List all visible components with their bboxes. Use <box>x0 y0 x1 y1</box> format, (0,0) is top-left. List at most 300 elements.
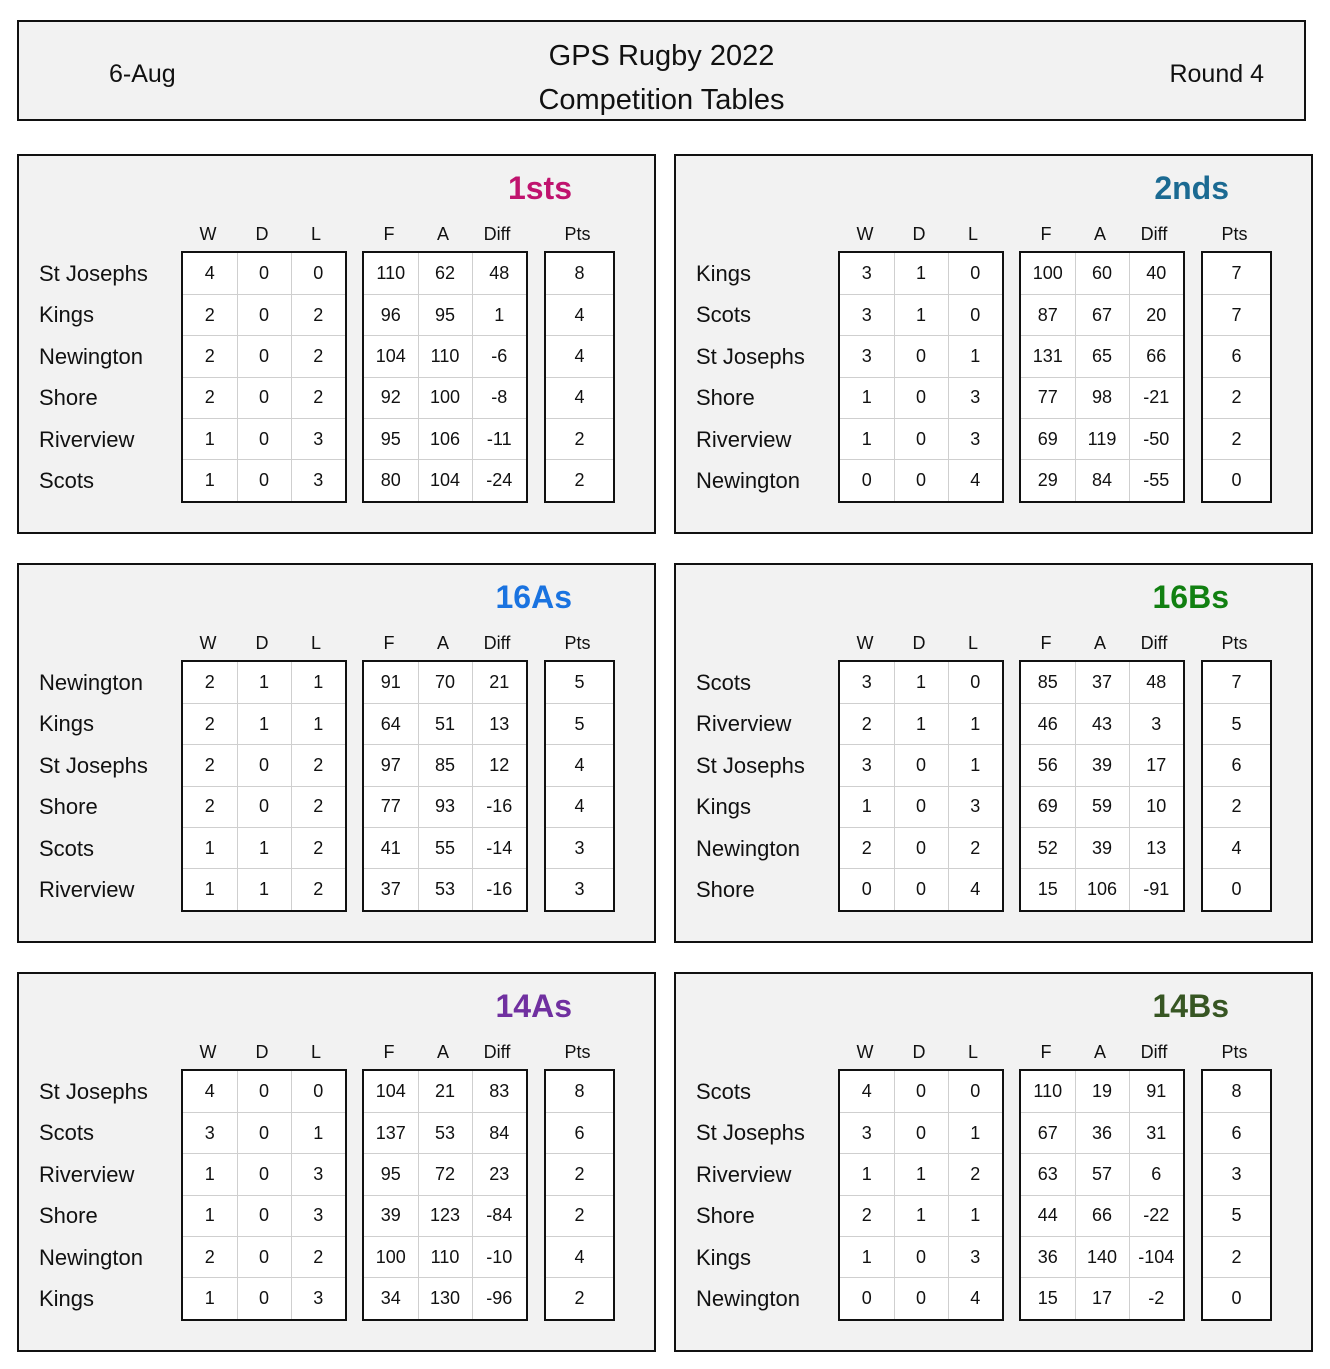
column-header-a: A <box>1093 633 1106 653</box>
cell-l: 1 <box>948 1195 1002 1236</box>
cell-diff: -16 <box>472 869 526 910</box>
cell-a: 130 <box>418 1278 472 1319</box>
table-row <box>364 294 526 335</box>
cell-l: 0 <box>948 1071 1002 1112</box>
cell-l: 1 <box>291 1112 345 1153</box>
cell-a: 70 <box>418 662 472 703</box>
table-row <box>840 294 1002 335</box>
table-row <box>840 460 1002 501</box>
table-row <box>546 419 613 460</box>
for-against-table <box>1019 1069 1185 1321</box>
cell-a: 98 <box>1075 377 1129 418</box>
cell-w: 1 <box>183 460 237 501</box>
cell-pts: 5 <box>546 662 613 703</box>
cell-diff: 17 <box>1129 745 1183 786</box>
table-row <box>1021 745 1183 786</box>
cell-a: 19 <box>1075 1071 1129 1112</box>
cell-l: 2 <box>291 294 345 335</box>
cell-w: 2 <box>183 745 237 786</box>
cell-pts: 4 <box>1203 828 1270 869</box>
cell-w: 3 <box>840 294 894 335</box>
cell-a: 59 <box>1075 786 1129 827</box>
cell-pts: 2 <box>546 460 613 501</box>
cell-diff: -84 <box>472 1195 526 1236</box>
cell-f: 69 <box>1021 419 1075 460</box>
table-row <box>364 460 526 501</box>
cell-pts: 7 <box>1203 662 1270 703</box>
cell-f: 97 <box>364 745 418 786</box>
column-header-d: D <box>912 224 926 244</box>
table-row <box>364 1071 526 1112</box>
cell-d: 1 <box>237 869 291 910</box>
cell-f: 104 <box>364 1071 418 1112</box>
team-name: Newington <box>696 1286 800 1311</box>
cell-w: 3 <box>840 662 894 703</box>
cell-f: 110 <box>364 253 418 294</box>
table-row <box>546 1112 613 1153</box>
table-row <box>840 336 1002 377</box>
column-header-f: F <box>1040 633 1052 653</box>
column-header-d: D <box>912 1042 926 1062</box>
table-row <box>1021 703 1183 744</box>
column-header-diff: Diff <box>1140 1042 1168 1062</box>
table-row <box>1021 662 1183 703</box>
cell-f: 87 <box>1021 294 1075 335</box>
cell-a: 72 <box>418 1154 472 1195</box>
cell-pts: 6 <box>1203 336 1270 377</box>
table-row <box>1203 253 1270 294</box>
column-header-pts: Pts <box>1221 1042 1248 1062</box>
cell-f: 15 <box>1021 869 1075 910</box>
cell-a: 93 <box>418 786 472 827</box>
cell-diff: 6 <box>1129 1154 1183 1195</box>
cell-pts: 5 <box>1203 703 1270 744</box>
cell-a: 17 <box>1075 1278 1129 1319</box>
table-row <box>1203 662 1270 703</box>
cell-f: 96 <box>364 294 418 335</box>
wdl-table <box>181 251 347 503</box>
table-row <box>1203 1237 1270 1278</box>
table-row <box>183 419 345 460</box>
cell-d: 1 <box>237 828 291 869</box>
cell-diff: -8 <box>472 377 526 418</box>
cell-f: 95 <box>364 419 418 460</box>
cell-diff: -91 <box>1129 869 1183 910</box>
cell-d: 0 <box>237 1071 291 1112</box>
cell-w: 2 <box>183 336 237 377</box>
cell-pts: 4 <box>546 377 613 418</box>
table-row <box>840 703 1002 744</box>
cell-f: 100 <box>1021 253 1075 294</box>
column-header-w: W <box>199 224 217 244</box>
table-row <box>546 336 613 377</box>
cell-f: 34 <box>364 1278 418 1319</box>
column-header-diff: Diff <box>483 633 511 653</box>
cell-diff: 48 <box>1129 662 1183 703</box>
team-name: Riverview <box>696 711 792 737</box>
team-name: Shore <box>39 385 98 411</box>
column-header-d: D <box>255 1042 269 1062</box>
cell-f: 91 <box>364 662 418 703</box>
cell-d: 1 <box>237 703 291 744</box>
cell-f: 15 <box>1021 1278 1075 1319</box>
cell-a: 110 <box>418 336 472 377</box>
cell-w: 2 <box>183 703 237 744</box>
table-row <box>546 828 613 869</box>
points-table <box>544 251 615 503</box>
table-row <box>1203 1112 1270 1153</box>
cell-w: 1 <box>840 786 894 827</box>
column-header-a: A <box>1093 224 1106 244</box>
table-row <box>364 745 526 786</box>
table-row <box>546 1071 613 1112</box>
cell-l: 2 <box>291 869 345 910</box>
table-row <box>183 377 345 418</box>
column-header-f: F <box>383 224 395 244</box>
team-name: Newington <box>696 835 800 861</box>
cell-d: 0 <box>237 1195 291 1236</box>
cell-a: 39 <box>1075 745 1129 786</box>
table-row <box>364 828 526 869</box>
table-row <box>364 1278 526 1319</box>
cell-a: 43 <box>1075 703 1129 744</box>
table-row <box>364 1154 526 1195</box>
cell-diff: -2 <box>1129 1278 1183 1319</box>
cell-diff: 13 <box>472 703 526 744</box>
table-row <box>1021 1071 1183 1112</box>
cell-f: 85 <box>1021 662 1075 703</box>
table-row <box>546 869 613 910</box>
table-row <box>364 786 526 827</box>
table-row <box>183 1071 345 1112</box>
team-name: Kings <box>696 1244 752 1270</box>
cell-l: 0 <box>291 1071 345 1112</box>
cell-diff: -24 <box>472 460 526 501</box>
cell-pts: 7 <box>1203 253 1270 294</box>
cell-pts: 4 <box>546 786 613 827</box>
team-name: Shore <box>39 1203 98 1229</box>
team-name: Shore <box>696 385 755 411</box>
column-header-w: W <box>856 224 874 244</box>
cell-diff: -50 <box>1129 419 1183 460</box>
page-title <box>19 34 1304 122</box>
competition-title: 16Bs <box>1152 579 1229 615</box>
table-row <box>364 662 526 703</box>
cell-pts: 0 <box>1203 869 1270 910</box>
cell-pts: 2 <box>1203 786 1270 827</box>
cell-pts: 3 <box>1203 1154 1270 1195</box>
cell-f: 44 <box>1021 1195 1075 1236</box>
cell-diff: -10 <box>472 1237 526 1278</box>
cell-diff: -22 <box>1129 1195 1183 1236</box>
cell-diff: 21 <box>472 662 526 703</box>
cell-w: 2 <box>183 786 237 827</box>
cell-d: 0 <box>894 745 948 786</box>
cell-f: 92 <box>364 377 418 418</box>
team-name: Scots <box>696 1079 752 1104</box>
cell-a: 51 <box>418 703 472 744</box>
table-row <box>183 1278 345 1319</box>
round-label: Round 4 <box>1169 60 1264 88</box>
cell-f: 104 <box>364 336 418 377</box>
cell-f: 95 <box>364 1154 418 1195</box>
cell-a: 85 <box>418 745 472 786</box>
cell-l: 1 <box>291 703 345 744</box>
team-name: Kings <box>39 711 95 737</box>
table-row <box>546 703 613 744</box>
points-table <box>1201 251 1272 503</box>
cell-d: 0 <box>237 1154 291 1195</box>
cell-pts: 2 <box>1203 1237 1270 1278</box>
column-header-diff: Diff <box>1140 633 1168 653</box>
table-row <box>364 1112 526 1153</box>
cell-d: 0 <box>237 460 291 501</box>
table-row <box>1203 294 1270 335</box>
cell-d: 1 <box>894 1195 948 1236</box>
table-row <box>364 253 526 294</box>
cell-l: 3 <box>291 460 345 501</box>
cell-l: 1 <box>948 336 1002 377</box>
cell-diff: 40 <box>1129 253 1183 294</box>
column-header-a: A <box>436 633 449 653</box>
cell-d: 0 <box>894 1237 948 1278</box>
cell-d: 0 <box>894 377 948 418</box>
column-header-l: L <box>310 1042 321 1062</box>
team-name: St Josephs <box>39 261 148 286</box>
cell-w: 0 <box>840 1278 894 1319</box>
table-row <box>546 1195 613 1236</box>
cell-diff: 84 <box>472 1112 526 1153</box>
table-row <box>1203 419 1270 460</box>
header-banner <box>17 20 1306 121</box>
cell-f: 29 <box>1021 460 1075 501</box>
cell-f: 77 <box>1021 377 1075 418</box>
column-header-pts: Pts <box>1221 224 1248 244</box>
cell-w: 1 <box>840 377 894 418</box>
table-row <box>546 1154 613 1195</box>
cell-w: 2 <box>840 1195 894 1236</box>
cell-a: 106 <box>418 419 472 460</box>
table-row <box>840 1278 1002 1319</box>
cell-f: 41 <box>364 828 418 869</box>
column-header-f: F <box>383 1042 395 1062</box>
cell-l: 3 <box>291 1154 345 1195</box>
table-row <box>364 1237 526 1278</box>
table-row <box>364 336 526 377</box>
cell-l: 3 <box>948 1237 1002 1278</box>
title-line-2: Competition Tables <box>538 84 785 116</box>
table-row <box>1203 1154 1270 1195</box>
cell-diff: 20 <box>1129 294 1183 335</box>
cell-f: 69 <box>1021 786 1075 827</box>
table-panel-4 <box>17 972 656 1352</box>
cell-w: 2 <box>840 703 894 744</box>
cell-a: 65 <box>1075 336 1129 377</box>
cell-w: 4 <box>183 253 237 294</box>
cell-w: 3 <box>840 745 894 786</box>
cell-diff: 10 <box>1129 786 1183 827</box>
table-row <box>1203 786 1270 827</box>
cell-d: 0 <box>237 253 291 294</box>
cell-w: 3 <box>840 253 894 294</box>
cell-pts: 8 <box>546 1071 613 1112</box>
wdl-table <box>838 660 1004 912</box>
cell-pts: 6 <box>1203 1112 1270 1153</box>
cell-diff: -55 <box>1129 460 1183 501</box>
cell-f: 110 <box>1021 1071 1075 1112</box>
column-header-a: A <box>1093 1042 1106 1062</box>
cell-diff: 23 <box>472 1154 526 1195</box>
cell-pts: 2 <box>546 1154 613 1195</box>
table-row <box>183 460 345 501</box>
cell-pts: 6 <box>546 1112 613 1153</box>
table-row <box>1203 1195 1270 1236</box>
table-row <box>1021 253 1183 294</box>
team-name: Scots <box>696 302 752 328</box>
table-row <box>183 828 345 869</box>
cell-d: 1 <box>894 662 948 703</box>
cell-w: 2 <box>183 294 237 335</box>
cell-l: 4 <box>948 1278 1002 1319</box>
cell-d: 0 <box>237 336 291 377</box>
cell-l: 2 <box>291 786 345 827</box>
team-name: St Josephs <box>696 752 805 778</box>
table-row <box>546 460 613 501</box>
cell-w: 1 <box>840 1237 894 1278</box>
wdl-table <box>838 251 1004 503</box>
cell-l: 1 <box>948 1112 1002 1153</box>
cell-a: 60 <box>1075 253 1129 294</box>
cell-l: 3 <box>291 419 345 460</box>
table-row <box>1021 1154 1183 1195</box>
team-name: Shore <box>39 794 98 820</box>
cell-a: 67 <box>1075 294 1129 335</box>
cell-w: 2 <box>183 662 237 703</box>
cell-pts: 5 <box>1203 1195 1270 1236</box>
table-row <box>364 869 526 910</box>
cell-f: 56 <box>1021 745 1075 786</box>
cell-diff: 83 <box>472 1071 526 1112</box>
column-header-diff: Diff <box>483 224 511 244</box>
table-row <box>364 419 526 460</box>
table-row <box>840 786 1002 827</box>
competition-title: 16As <box>495 579 572 615</box>
column-header-l: L <box>967 224 978 244</box>
table-row <box>364 377 526 418</box>
cell-d: 1 <box>237 662 291 703</box>
cell-l: 3 <box>291 1195 345 1236</box>
column-header-w: W <box>199 1042 217 1062</box>
cell-l: 4 <box>948 460 1002 501</box>
wdl-table <box>838 1069 1004 1321</box>
cell-l: 2 <box>291 336 345 377</box>
table-panel-0 <box>17 154 656 534</box>
table-row <box>546 253 613 294</box>
for-against-table <box>362 660 528 912</box>
for-against-table <box>362 251 528 503</box>
column-header-pts: Pts <box>564 633 591 653</box>
table-row <box>546 1278 613 1319</box>
cell-pts: 7 <box>1203 294 1270 335</box>
cell-d: 0 <box>894 1278 948 1319</box>
table-panel-3 <box>674 563 1313 943</box>
team-name: Kings <box>39 302 95 328</box>
table-row <box>840 1112 1002 1153</box>
table-row <box>1021 869 1183 910</box>
team-name: St Josephs <box>39 752 148 778</box>
cell-a: 104 <box>418 460 472 501</box>
cell-f: 77 <box>364 786 418 827</box>
cell-l: 2 <box>291 745 345 786</box>
cell-w: 0 <box>840 869 894 910</box>
cell-pts: 6 <box>1203 745 1270 786</box>
for-against-table <box>362 1069 528 1321</box>
cell-f: 100 <box>364 1237 418 1278</box>
table-row <box>1021 1112 1183 1153</box>
team-name: Kings <box>39 1286 95 1311</box>
team-name: Riverview <box>39 877 135 902</box>
table-row <box>546 662 613 703</box>
table-row <box>546 786 613 827</box>
table-row <box>840 1237 1002 1278</box>
team-name: Newington <box>39 1244 143 1270</box>
table-row <box>183 1237 345 1278</box>
table-row <box>840 253 1002 294</box>
team-name: Kings <box>696 794 752 820</box>
cell-l: 2 <box>948 1154 1002 1195</box>
column-header-d: D <box>255 633 269 653</box>
cell-pts: 8 <box>546 253 613 294</box>
cell-diff: 3 <box>1129 703 1183 744</box>
cell-diff: -16 <box>472 786 526 827</box>
table-row <box>1021 1195 1183 1236</box>
cell-diff: 48 <box>472 253 526 294</box>
table-row <box>183 253 345 294</box>
table-row <box>546 1237 613 1278</box>
cell-a: 21 <box>418 1071 472 1112</box>
table-row <box>1203 745 1270 786</box>
team-name: Riverview <box>696 426 792 452</box>
column-header-w: W <box>199 633 217 653</box>
column-header-f: F <box>1040 224 1052 244</box>
team-name: St Josephs <box>696 343 805 369</box>
for-against-table <box>1019 660 1185 912</box>
cell-pts: 4 <box>546 336 613 377</box>
cell-diff: -104 <box>1129 1237 1183 1278</box>
cell-pts: 2 <box>546 1278 613 1319</box>
team-name: St Josephs <box>39 1079 148 1104</box>
table-row <box>1203 703 1270 744</box>
cell-diff: -21 <box>1129 377 1183 418</box>
column-header-l: L <box>310 224 321 244</box>
cell-l: 2 <box>948 828 1002 869</box>
table-row <box>840 745 1002 786</box>
cell-a: 66 <box>1075 1195 1129 1236</box>
column-header-d: D <box>255 224 269 244</box>
team-name: Newington <box>39 343 143 369</box>
cell-d: 0 <box>894 1112 948 1153</box>
cell-l: 1 <box>948 703 1002 744</box>
cell-l: 0 <box>948 294 1002 335</box>
cell-w: 1 <box>183 828 237 869</box>
column-header-w: W <box>856 633 874 653</box>
cell-w: 1 <box>840 419 894 460</box>
team-name: Shore <box>696 877 755 902</box>
cell-diff: -11 <box>472 419 526 460</box>
cell-d: 0 <box>237 419 291 460</box>
cell-l: 0 <box>948 253 1002 294</box>
team-name: Scots <box>696 670 752 695</box>
